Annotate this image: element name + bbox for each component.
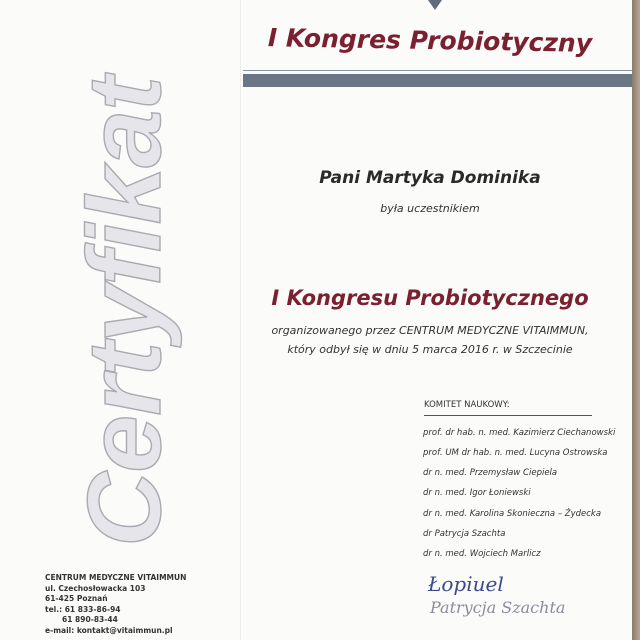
- certificate-side-word: Certyfikat: [67, 77, 183, 547]
- address-tel: tel.: 61 833-86-94: [45, 604, 121, 614]
- address-street: ul. Czechosłowacka 103: [45, 583, 146, 593]
- date-line: który odbył się w dniu 5 marca 2016 r. w Szczecinie: [287, 343, 573, 356]
- header-rule: [243, 70, 632, 71]
- header-bar: [243, 74, 632, 87]
- event-name: I Kongresu Probiotycznego: [271, 286, 589, 310]
- logo-triangle-icon: [428, 0, 442, 10]
- signature: Łopiuel: [428, 572, 504, 596]
- address-block: [45, 573, 186, 636]
- table-edge: [632, 0, 640, 640]
- recipient-name: Pani Martyka Dominika: [319, 168, 541, 188]
- address-email: e-mail: kontakt@vitaimmun.pl: [45, 625, 173, 635]
- address-city: 61-425 Poznań: [45, 594, 108, 603]
- committee-member: prof. dr hab. n. med. Kazimierz Ciechanowski: [423, 428, 616, 438]
- committee-member: dr n. med. Przemysław Ciepiela: [423, 468, 558, 478]
- committee-member: prof. UM dr hab. n. med. Lucyna Ostrowska: [423, 448, 608, 458]
- organizer-line: organizowanego przez CENTRUM MEDYCZNE VITAIMMUN,: [271, 324, 589, 337]
- participation-text: była uczestnikiem: [380, 202, 480, 215]
- committee-member: dr Patrycja Szachta: [423, 529, 506, 539]
- committee-heading: KOMITET NAUKOWY:: [424, 400, 510, 410]
- address-tel: 61 890-83-44: [62, 615, 118, 624]
- congress-title: I Kongres Probiotyczny: [267, 23, 593, 58]
- committee-member: dr n. med. Wojciech Marlicz: [423, 549, 541, 559]
- panel-divider: [240, 0, 241, 640]
- committee-rule: [424, 415, 592, 416]
- signature: Patrycja Szachta: [430, 598, 566, 617]
- committee-member: dr n. med. Igor Łoniewski: [423, 488, 531, 498]
- committee-member: dr n. med. Karolina Skonieczna – Żydecka: [423, 509, 602, 519]
- address-org: CENTRUM MEDYCZNE VITAIMMUN: [45, 573, 187, 582]
